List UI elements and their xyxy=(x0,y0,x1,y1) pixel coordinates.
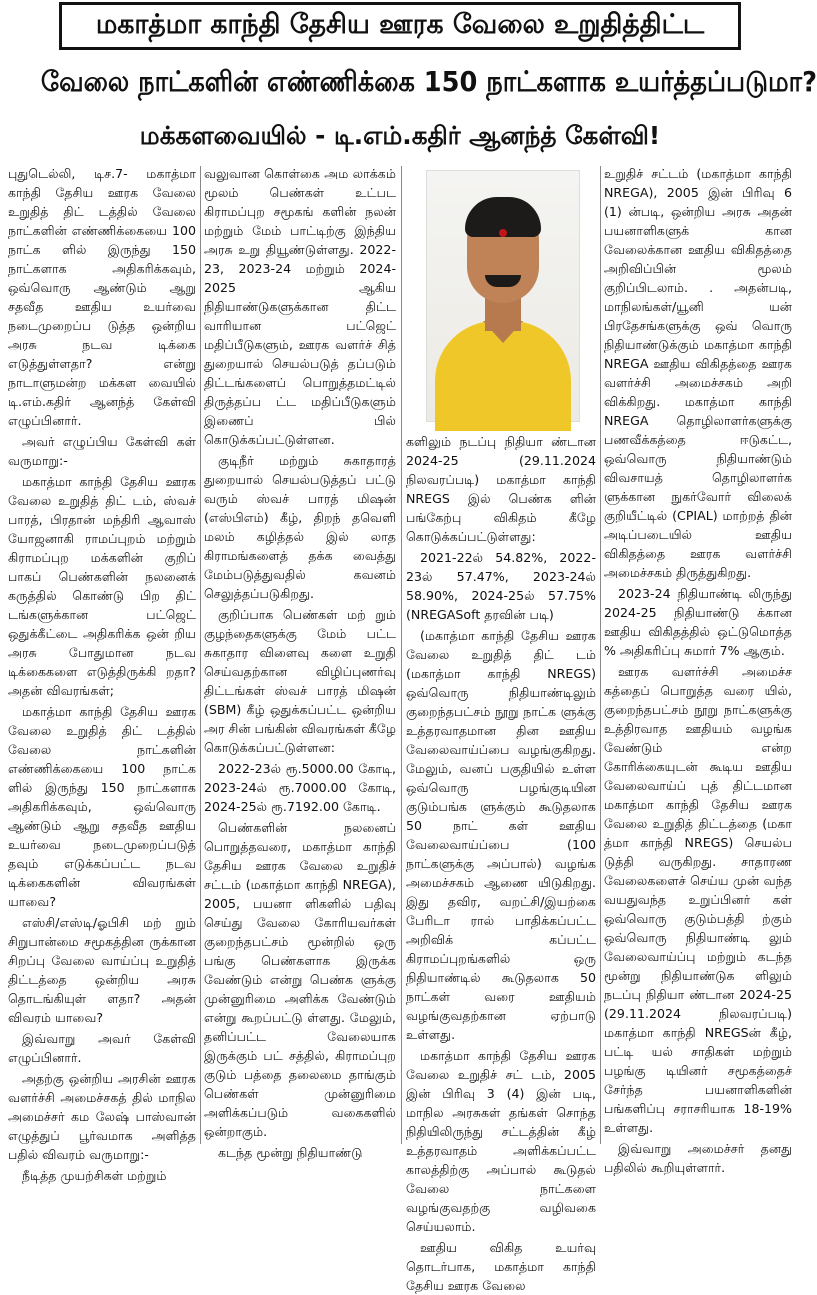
paragraph: நீடித்த முயற்சிகள் மற்றும் xyxy=(22,1168,167,1183)
paragraph: (மகாத்மா காந்தி தேசிய ஊரக வேலை உறுதித் திட் டம் (மகாத்மா காந்தி NREGS) ஒவ்வொரு நிதியாண்டிலும் குறைந்தபட்சம் நூறு நாட்க ளுக்கு உத்தரவாதமான தின ஊதிய வேலைவாய்ப்பை வழங்குகிறது. மேலும், வனப் பகுதியில் உள்ள ஒவ்வொரு பழங்குடியின குடும்பங்க ளுக்கும் கூடுதலாக 50 நாட் கள் ஊதிய வேலைவாய்ப்பை (100 நாட்களுக்கு அப்பால்) வழங்க அமைச்சகம் ஆணை யிடுகிறது. இது தவிர, வறட்சி/இயற்கை பேரிடா ரால் பாதிக்கப்பட்ட அறிவிக் கப்பட்ட கிராமப்புறங்களில் ஒரு நிதியாண்டில் கூடுதலாக 50 நாட்கள் வரை ஊதியம் வழங்குவதற்கான ஏற்பாடு உள்ளது. xyxy=(406,628,596,1042)
article-column-4 xyxy=(604,164,792,1175)
subheadline: மக்களவையில் - டி.எம்.கதிர் ஆனந்த் கேள்வி! xyxy=(139,121,661,150)
paragraph: மகாத்மா காந்தி தேசிய ஊரக வேலை உறுதிச் சட் டம், 2005 இன் பிரிவு 3 (4) இன் படி, மாநில அரசுகள் தங்கள் சொந்த நிதியிலிருந்து சட்டத்தின் கீழ் உத்தரவாதம் அளிக்கப்பட்ட காலத்திற்கு அப்பால் கூடுதல் வேலை நாட்களை வழங்குவதற்கு வழிவகை செய்யலாம். xyxy=(406,1048,596,1234)
paragraph: களிலும் நடப்பு நிதியா ண்டான 2024-25 (29.11.2024 நிலவரப்படி) மகாத்மா காந்தி NREGS இல் பெண்க ளின் பங்கேற்பு விகிதம் கீழே கொடுக்கப்பட்டுள்ளது: xyxy=(406,434,596,544)
column-divider xyxy=(600,166,601,1144)
paragraph: அதற்கு ஒன்றிய அரசின் ஊரக வளர்ச்சி அமைச்சகத் தில் மாநில அமைச்சர் கம லேஷ் பாஸ்வான் எழுத்துப் பூர்வமாக அளித்த பதில் விவரம் வருமாறு:- xyxy=(8,1071,196,1162)
paragraph: ஊதிய விகித உயர்வு தொடர்பாக, மகாத்மா காந்தி தேசிய ஊரக வேலை xyxy=(406,1240,596,1293)
paragraph: எஸ்சி/எஸ்டி/ஓபிசி மற் றும் சிறுபான்மை சமூகத்தின ருக்கான சிறப்பு வேலை வாய்ப்பு உறுதித் திட்டத்தை ஒன்றிய அரசு தொடங்கியுள் ளதா? அதன் விவரம் யாவை? xyxy=(8,915,196,1025)
portrait-photo xyxy=(426,170,580,422)
column-divider xyxy=(401,166,402,1144)
headline: வேலை நாட்களின் எண்ணிக்கை 150 நாட்களாக உயர்த்தப்படுமா? xyxy=(40,65,817,98)
paragraph: அவர் எழுப்பிய கேள்வி கள் வருமாறு:- xyxy=(8,434,196,468)
column-divider xyxy=(200,166,201,1144)
paragraph: இவ்வாறு அமைச்சர் தனது பதிலில் கூறியுள்ளார். xyxy=(604,1141,792,1175)
paragraph: கடந்த மூன்று நிதியாண்டு xyxy=(218,1145,363,1160)
paragraph: 2021-22ல் 54.82%, 2022-23ல் 57.47%, 2023-24ல் 58.90%, 2024-25ல் 57.75% (NREGASoft தரவின் படி) xyxy=(406,550,596,622)
paragraph: பெண்களின் நலனைப் பொறுத்தவரை, மகாத்மா காந்தி தேசிய ஊரக வேலை உறுதிச் சட்டம் (மகாத்மா காந்தி NREGA), 2005, பயனா ளிகளில் பதிவு செய்து வேலை கோரியவர்கள் குறைந்தபட்சம் மூன்றில் ஒரு பங்கு பெண்களாக இருக்க வேண்டும் என்று பெண்க ளுக்கு முன்னுரிமை அளிக்க வேண்டும் என்று கூறப்பட்டு ள்ளது. மேலும், தனிப்பட்ட வேலையாக இருக்கும் பட் சத்தில், கிராமப்புற குடும் பத்தை தலைமை தாங்கும் பெண்கள் முன்னுரிமை அளிக்கப்படும் வகைகளில் ஒன்றாகும். xyxy=(204,820,396,1139)
paragraph: மகாத்மா காந்தி தேசிய ஊரக வேலை உறுதித் திட் டத்தில் வேலை நாட்களின் எண்ணிக்கையை 100 நாட்க ளில் இருந்து 150 நாட்களாக அதிகரிக்கவும், ஒவ்வொரு ஆண்டும் ஆறு சதவீத ஊதிய உயர்வை நடைமுறைப்படுத் தவும் எடுக்கப்பட்ட நடவ டிக்கைகளின் விவரங்கள் யாவை? xyxy=(8,704,196,909)
paragraph: இவ்வாறு அவர் கேள்வி எழுப்பினார். xyxy=(8,1031,196,1065)
kicker-title: மகாத்மா காந்தி தேசிய ஊரக வேலை உறுதித்திட்ட xyxy=(59,2,741,50)
paragraph: மகாத்மா காந்தி தேசிய ஊரக வேலை உறுதித் திட் டம், ஸ்வச் பாரத், பிரதான் மந்திரி ஆவாஸ் யோஜனாகி ராமப்புறம் மற்றும் கிராமப்புற மக்களின் குறிப் பாகப் பெண்களின் நலனைக் கருத்தில் கொண்டு பிற திட் டங்களுக்கான பட்ஜெட் ஒதுக்கீட்டை அதிகரிக்க ஒன் றிய அரசு போதுமான நடவ டிக்கைகளை எடுத்திருக்கி றதா? அதன் விவரங்கள்; xyxy=(8,474,196,698)
article-column-2 xyxy=(204,164,396,1160)
paragraph: ஊரக வளர்ச்சி அமைச்ச கத்தைப் பொறுத்த வரை யில், குறைந்தபட்சம் நூறு நாட்களுக்கு உத்திரவாத ஊதியம் வழங்க வேண்டும் என்ற கோரிக்கையுடன் கூடிய ஊதிய வேலைவாய்ப் புத் திட்டமான மகாத்மா காந்தி தேசிய ஊரக வேலை உறுதித் திட்டத்தை (மகா த்மா காந்தி NREGS) செயல்ப டுத்தி வருகிறது. சாதாரண வேலைகளைச் செய்ய முன் வந்த வயதுவந்த உறுப்பினர் கள் ஒவ்வொரு குடும்பத்தி ற்கும் ஒவ்வொரு நிதியாண்டி லும் வேலைவாய்ப்பு மற்றும் கடந்த மூன்று நிதியாண்டுக ளிலும் நடப்பு நிதியா ண்டான 2024-25 (29.11.2024 நிலவரப்படி) மகாத்மா காந்தி NREGSன் கீழ், பட்டி யல் சாதிகள் மற்றும் பழங்கு டியினர் சமூகத்தைச் சேர்ந்த பயனாளிகளின் பங்களிப்பு சராசரியாக 18-19% உள்ளது. xyxy=(604,664,792,1135)
paragraph: உறுதிச் சட்டம் (மகாத்மா காந்தி NREGA), 2005 இன் பிரிவு 6 (1) ன்படி, ஒன்றிய அரசு அதன் பயனாளிகளுக் கான வேலைக்கான ஊதிய விகிதத்தை அறிவிப்பின் மூலம் குறிப்பிடலாம். . அதன்படி, மாநிலங்கள்/யூனி யன் பிரதேசங்களுக்கு ஒவ் வொரு நிதியாண்டுக்கும் மகாத்மா காந்தி NREGA ஊதிய விகிதத்தை ஊரக வளர்ச்சி அமைச்சகம் அறி விக்கிறது. மகாத்மா காந்தி NREGA தொழிலாளர்களுக்கு பணவீக்கத்தை ஈடுகட்ட, ஒவ்வொரு நிதியாண்டும் விவசாயத் தொழிலாளர்க ளுக்கான நுகர்வோர் விலைக் குறியீட்டில் (CPIAL) மாற்றத் தின் அடிப்படையில் ஊதிய விகிதத்தை ஊரக வளர்ச்சி அமைச்சகம் திருத்துகிறது. xyxy=(604,166,792,580)
portrait-tilak xyxy=(499,229,507,237)
paragraph: குடிநீர் மற்றும் சுகாதாரத் துறையால் செயல்படுத்தப் பட்டு வரும் ஸ்வச் பாரத் மிஷன் (எஸ்பிஎம்) கீழ், திறந் தவெளி மலம் கழித்தல் இல் லாத கிராமங்களைத் தக்க வைத்து மேம்படுத்துவதில் கவனம் செலுத்தப்படுகிறது. xyxy=(204,453,396,601)
paragraph: புதுடெல்லி, டிச.7- மகாத்மா காந்தி தேசிய ஊரக வேலை உறுதித் திட் டத்தில் வேலை நாட்களின் எண்ணிக்கையை 100 நாட்க ளில் இருந்து 150 நாட்களாக அதிகரிக்கவும், ஒவ்வொரு ஆண்டும் ஆறு சதவீத ஊதிய உயர்வை நடைமுறைப்ப டுத்த ஒன்றிய அரசு நடவ டிக்கை எடுத்துள்ளதா? என்று நாடாளுமன்ற மக்கள வையில் டி.எம்.கதிர் ஆனந்த் கேள்வி எழுப்பினார். xyxy=(8,166,196,428)
article-column-1 xyxy=(8,164,196,1183)
paragraph: 2022-23ல் ரூ.5000.00 கோடி, 2023-24ல் ரூ.7000.00 கோடி, 2024-25ல் ரூ.7192.00 கோடி. xyxy=(204,761,396,814)
paragraph: குறிப்பாக பெண்கள் மற் றும் குழந்தைகளுக்கு மேம் பட்ட சுகாதார விளைவு களை உறுதி செய்வதற்கான விழிப்புணர்வு திட்டங்கள் ஸ்வச் பாரத் மிஷன் (SBM) கீழ் ஒதுக்கப்பட்ட ஒன்றிய அர சின் பங்கின் விவரங்கள் கீழே கொடுக்கப்பட்டுள்ளன: xyxy=(204,607,396,755)
paragraph: 2023-24 நிதியாண்டி லிருந்து 2024-25 நிதியாண்டு க்கான ஊதிய விகிதத்தில் ஒட்டுமொத்த % அதிகரிப்பு சுமார் 7% ஆகும். xyxy=(604,586,792,658)
article-column-3 xyxy=(406,432,596,1293)
paragraph: வலுவான கொள்கை அம லாக்கம் மூலம் பெண்கள் உட்பட கிராமப்புற சமூகங் களின் நலன் மற்றும் மேம் பாட்டிற்கு இந்திய அரசு உறு தியூண்டுள்ளது. 2022-23, 2023-24 மற்றும் 2024-2025 ஆகிய நிதியாண்டுகளுக்கான திட்ட வாரியான பட்ஜெட் மதிப்பீடுகளும், ஊரக வளர்ச் சித் துறையால் செயல்படுத் தப்படும் திட்டங்களைப் பொறுத்தமட்டில் திருத்தப்ப ட்ட மதிப்பீடுகளும் இணைப் பில் கொடுக்கப்பட்டுள்ளன. xyxy=(204,166,396,447)
